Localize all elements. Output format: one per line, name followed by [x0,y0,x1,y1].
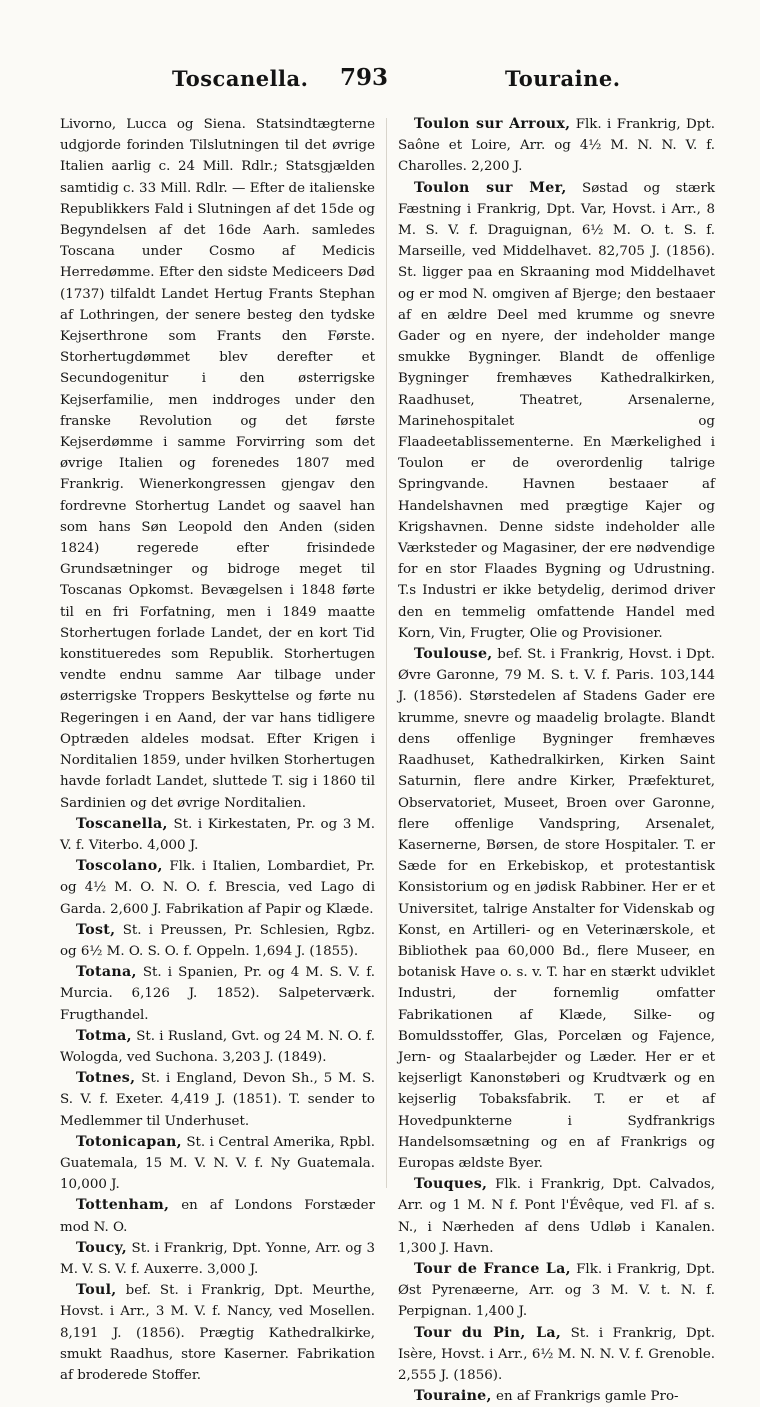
page-header [0,64,760,98]
dictionary-entry [60,1280,375,1386]
entry-headword: Toulouse, [414,646,493,663]
dictionary-entry [398,178,715,644]
dictionary-entry [398,644,715,1174]
entry-text: Flk. i Frankrig, Dpt. Calvados, Arr. og 1 M. N f. Pont l'Évêque, ved Fl. af s. N., i Nærheden af dens Udløb i Kanalen. 1,300 J. Havn. [398,1177,715,1256]
entry-headword: Touraine, [414,1388,492,1405]
dictionary-entry [60,1238,375,1280]
left-column [60,114,375,1386]
dictionary-entry [60,1132,375,1196]
dictionary-entry [398,114,715,178]
entry-headword: Totma, [76,1027,132,1044]
entry-headword: Toscolano, [76,858,163,875]
entry-headword: Tour du Pin, La, [414,1324,562,1341]
dictionary-entry [60,114,375,814]
right-column [398,114,715,1407]
left-guide-word: Toscanella. [172,66,309,91]
column-divider [386,118,387,1188]
entry-headword: Tour de France La, [414,1260,571,1277]
entry-headword: Toucy, [76,1239,127,1256]
entry-text: bef. St. i Frankrig, Hovst. i Dpt. Øvre Garonne, 79 M. S. t. V. f. Paris. 103,144 J. (1856). Størstedelen af Stadens Gader ere krumme, snevre og maadelig brolagte. Blandt dens offenlige Bygninger fremhæves Raadhuset, Kathedralkirken, Kirken Saint Saturnin, flere andre Kirker, Præfekturet, Observatoriet, Museet, Broen over Garonne, flere offenlige Vandspring, Arsenalet, Kasernerne, Børsen, de store Hospitaler. T. er Sæde for en Erkebiskop, et protestantisk Konsistorium og en jødisk Rabbiner. Her er et Universitet, talrige Anstalter for Videnskab og Konst, en Artilleri- og en Veterinærskole, et Bibliothek paa 60,000 Bd., flere Museer, en botanisk Have o. s. v. T. har en stærkt udviklet Industri, der fornemlig omfatter Fabrikationen af Klæde, Silke- og Bomuldsstoffer, Glas, Porcelæn og Fajence, Jern- og Staalarbejder og Læder. Her er et kejserligt Kanonstøberi og Krudtværk og en kejserlig Tobaksfabrik. T. er et af Hovedpunkterne i Sydfrankrigs Handelsomsætning og en af Frankrigs og Europas ældste Byer. [398,647,715,1171]
entry-text: St. i Frankrig, Dpt. Yonne, Arr. og 3 M. V. S. V. f. Auxerre. 3,000 J. [60,1240,375,1277]
dictionary-entry [60,1068,375,1132]
dictionary-entry [60,962,375,1026]
dictionary-entry [60,856,375,920]
entry-text: Flk. i Frankrig, Dpt. Øst Pyrenæerne, Arr. og 3 M. V. t. N. f. Perpignan. 1,400 J. [398,1261,715,1320]
entry-headword: Toulon sur Arroux, [414,116,571,132]
entry-headword: Tost, [76,921,116,938]
entry-text: St. i Central Amerika, Rpbl. Guatemala, 15 M. V. N. V. f. Ny Guatemala. 10,000 J. [60,1134,376,1193]
entry-headword: Toulon sur Mer, [414,179,567,196]
entry-text: en af Londons Forstæder mod N. O. [60,1198,375,1235]
dictionary-entry [398,1323,715,1387]
entry-text: St. i England, Devon Sh., 5 M. S. S. V. f. Exeter. 4,419 J. (1851). T. sender to Medlemmer til Underhuset. [60,1071,375,1129]
dictionary-entry [60,1026,375,1068]
entry-text: Søstad og stærk Fæstning i Frankrig, Dpt. Var, Hovst. i Arr., 8 M. S. V. f. Draguignan, 6½ M. O. t. S. f. Marseille, ved Middelhavet. 82,705 J. (1856). St. ligger paa en Skraaning mod Middelhavet og er mod N. omgiven af Bjerge; den bestaaer af en ældre Deel med krumme og snevre Gader og en nyere, der indeholder mange smukke Bygninger. Blandt de offenlige Bygninger fremhæves Kathedralkirken, Raadhuset, Theatret, Arsenalerne, Marinehospitalet og Flaadeetablissementerne. En Mærkelighed i Toulon er de overordenlig talrige Springvande. Havnen bestaaer af Handelshavnen med prægtige Kajer og Krigshavnen. Denne sidste indeholder alle Værksteder og Magasiner, der ere nødvendige for en stor Flaades Bygning og Udrustning. T.s Industri er ikke betydelig, derimod driver den en temmelig omfattende Handel med Korn, Vin, Frugter, Olie og Provisioner. [398,180,715,641]
entry-text: St. i Kirkestaten, Pr. og 3 M. V. f. Viterbo. 4,000 J. [60,816,375,853]
entry-text: bef. St. i Frankrig, Dpt. Meurthe, Hovst. i Arr., 3 M. V. f. Nancy, ved Mosellen. 8,191 J. (1856). Prægtig Kathedralkirke, smukt Raadhus, store Kaserner. Fabrikation af broderede Stoffer. [60,1283,376,1383]
entry-headword: Touques, [414,1176,488,1193]
entry-headword: Toul, [76,1282,117,1299]
entry-text: St. i Preussen, Pr. Schlesien, Rgbz. og 6½ M. O. S. O. f. Oppeln. 1,694 J. (1855). [60,922,375,959]
dictionary-entry [60,814,375,856]
dictionary-entry [398,1386,715,1407]
entry-text: en af Frankrigs gamle Pro- [496,1389,679,1405]
entry-headword: Totana, [76,964,137,981]
entry-text: Livorno, Lucca og Siena. Statsindtægterne udgjorde forinden Tilslutningen til det øvrige Italien aarlig c. 24 Mill. Rdlr.; Statsgjælden samtidig c. 33 Mill. Rdlr. — Efter de italienske Republikkers Fald i Slutningen af det 15de og Begyndelsen af det 16de Aarh. samledes Toscana under Cosmo af Medicis Herredømme. Efter den sidste Mediceers Død (1737) tilfaldt Landet Hertug Frants Stephan af Lothringen, der senere besteg den tydske Kejserthrone som Frants den Første. Storhertugdømmet blev derefter et Secundogenitur i den østerrigske Kejserfamilie, men inddroges under den franske Revolution og det første Kejserdømme i samme Forvirring som det øvrige Italien og forenedes 1807 med Frankrig. Wienerkongressen gjengav den fordrevne Storhertug Landet og saavel han som hans Søn Leopold den Anden (siden 1824) regerede efter frisindede Grundsætninger og bidroge meget til Toscanas Opkomst. Bevægelsen i 1848 førte til en fri Forfatning, men i 1849 maatte Storhertugen forlade Landet, der en kort Tid konstitueredes som Republik. Storhertugen vendte endnu samme Aar tilbage under østerrigske Troppers Beskyttelse og førte nu Regeringen i en Aand, der var hans tidligere Optræden aldeles modsat. Efter Krigen i Norditalien 1859, under hvilken Storhertugen havde forladt Landet, sluttede T. sig i 1860 til Sardinien og det øvrige Norditalien. [60,117,375,811]
page-number: 793 [340,64,389,91]
right-guide-word: Touraine. [505,66,621,91]
entry-headword: Totnes, [76,1070,136,1087]
entry-text: St. i Spanien, Pr. og 4 M. S. V. f. Murcia. 6,126 J. 1852). Salpeterværk. Frugthandel. [60,965,375,1023]
entry-text: St. i Frankrig, Dpt. Isère, Hovst. i Arr., 6½ M. N. N. V. f. Grenoble. 2,555 J. (1856). [398,1325,715,1383]
dictionary-entry [398,1174,715,1259]
entry-text: Flk. i Italien, Lombardiet, Pr. og 4½ M. O. N. O. f. Brescia, ved Lago di Garda. 2,600 J. Fabrikation af Papir og Klæde. [60,859,376,917]
entry-headword: Tottenham, [76,1197,170,1214]
dictionary-entry [60,920,375,962]
entry-text: St. i Rusland, Gvt. og 24 M. N. O. f. Wologda, ved Suchona. 3,203 J. (1849). [60,1028,375,1065]
dictionary-entry [60,1195,375,1237]
entry-headword: Toscanella, [76,815,168,832]
entry-text: Flk. i Frankrig, Dpt. Saône et Loire, Arr. og 4½ M. N. N. V. f. Charolles. 2,200 J. [398,117,715,175]
entry-headword: Totonicapan, [76,1133,182,1150]
